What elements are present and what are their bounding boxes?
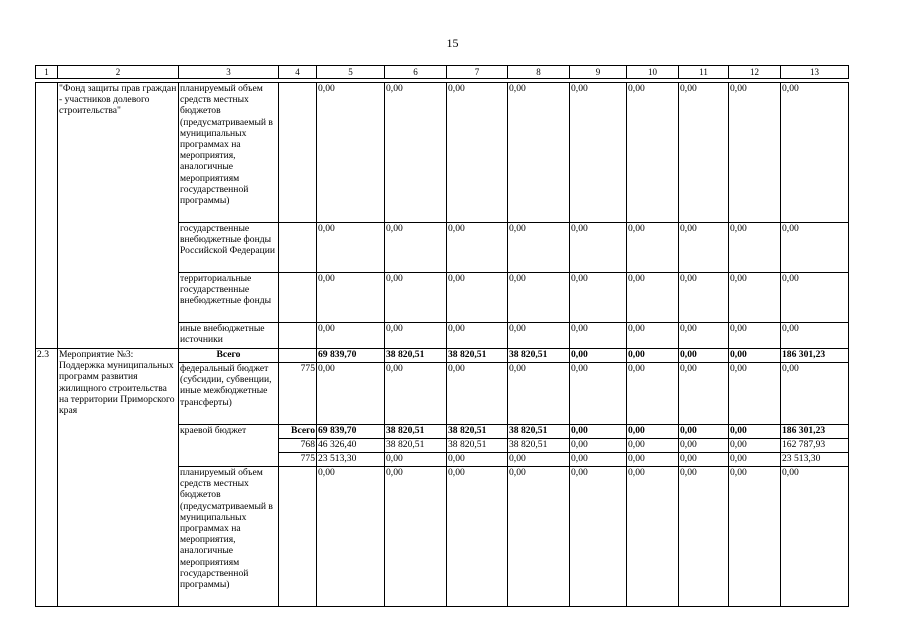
code-cell: 775: [279, 363, 317, 425]
value-cell: 38 820,51: [385, 439, 447, 453]
column-number: 4: [279, 66, 317, 79]
value-cell: 23 513,30: [317, 453, 385, 467]
column-number: 12: [729, 66, 781, 79]
value-cell: 0,00: [508, 467, 570, 607]
column-number: 10: [627, 66, 679, 79]
value-cell: 0,00: [729, 439, 781, 453]
value-cell: 0,00: [627, 439, 679, 453]
value-cell: 0,00: [508, 273, 570, 323]
value-cell: 0,00: [508, 363, 570, 425]
value-cell: 0,00: [317, 273, 385, 323]
value-cell: 0,00: [627, 83, 679, 223]
column-number: 2: [58, 66, 179, 79]
code-cell: [279, 467, 317, 607]
value-cell: 0,00: [679, 363, 729, 425]
value-cell: 0,00: [447, 363, 508, 425]
value-cell: 0,00: [570, 83, 627, 223]
value-cell: 0,00: [447, 83, 508, 223]
value-cell: 0,00: [627, 349, 679, 363]
value-cell: 0,00: [729, 323, 781, 349]
funding-source: государственные внебюджетные фонды Российской Федерации: [179, 223, 279, 273]
value-cell: 0,00: [385, 83, 447, 223]
value-cell: 0,00: [317, 83, 385, 223]
code-cell: [279, 349, 317, 363]
code-cell: 775: [279, 453, 317, 467]
funding-source: территориальные государственные внебюджетные фонды: [179, 273, 279, 323]
budget-table: [35, 65, 849, 607]
value-cell: 0,00: [781, 223, 849, 273]
value-cell: 0,00: [679, 439, 729, 453]
page-number: 15: [446, 36, 459, 50]
value-cell: 0,00: [679, 467, 729, 607]
value-cell: 0,00: [570, 363, 627, 425]
value-cell: 0,00: [447, 273, 508, 323]
value-cell: 0,00: [447, 223, 508, 273]
column-number: 13: [781, 66, 849, 79]
value-cell: 38 820,51: [508, 425, 570, 439]
value-cell: 162 787,93: [781, 439, 849, 453]
value-cell: 0,00: [627, 323, 679, 349]
value-cell: 0,00: [385, 273, 447, 323]
value-cell: 0,00: [679, 453, 729, 467]
value-cell: 0,00: [570, 425, 627, 439]
code-cell: [279, 223, 317, 273]
value-cell: 0,00: [627, 223, 679, 273]
value-cell: 0,00: [570, 273, 627, 323]
value-cell: 38 820,51: [385, 349, 447, 363]
value-cell: 0,00: [508, 223, 570, 273]
column-number: 9: [570, 66, 627, 79]
funding-source: федеральный бюджет (субсидии, субвенции, иные межбюджетные трансферты): [179, 363, 279, 425]
value-cell: 0,00: [729, 467, 781, 607]
value-cell: 186 301,23: [781, 349, 849, 363]
value-cell: 0,00: [729, 223, 781, 273]
value-cell: 0,00: [317, 323, 385, 349]
value-cell: 0,00: [570, 453, 627, 467]
funding-source: иные внебюджетные источники: [179, 323, 279, 349]
value-cell: 38 820,51: [385, 425, 447, 439]
column-number: 6: [385, 66, 447, 79]
value-cell: 0,00: [729, 453, 781, 467]
value-cell: 46 326,40: [317, 439, 385, 453]
value-cell: 38 820,51: [508, 439, 570, 453]
value-cell: 0,00: [385, 467, 447, 607]
table-row: [36, 349, 849, 363]
value-cell: 23 513,30: [781, 453, 849, 467]
funding-source: краевой бюджет: [179, 425, 279, 467]
column-number: 8: [508, 66, 570, 79]
value-cell: 0,00: [627, 425, 679, 439]
value-cell: 69 839,70: [317, 349, 385, 363]
value-cell: 0,00: [627, 453, 679, 467]
column-number: 3: [179, 66, 279, 79]
code-cell: Всего: [279, 425, 317, 439]
value-cell: 0,00: [679, 349, 729, 363]
value-cell: 0,00: [781, 467, 849, 607]
value-cell: 0,00: [317, 467, 385, 607]
value-cell: 0,00: [781, 363, 849, 425]
item-name: Мероприятие №3: Поддержка муниципальных программ развития жилищного строительства на территории Приморского края: [58, 349, 179, 607]
value-cell: 0,00: [385, 323, 447, 349]
code-cell: [279, 323, 317, 349]
value-cell: 0,00: [781, 273, 849, 323]
funding-source-total: Всего: [179, 349, 279, 363]
value-cell: 0,00: [385, 363, 447, 425]
value-cell: 0,00: [679, 425, 729, 439]
value-cell: 0,00: [627, 363, 679, 425]
code-cell: [279, 273, 317, 323]
column-number: 11: [679, 66, 729, 79]
value-cell: 0,00: [570, 349, 627, 363]
value-cell: 0,00: [570, 439, 627, 453]
value-cell: 0,00: [729, 349, 781, 363]
column-number: 1: [36, 66, 58, 79]
value-cell: 38 820,51: [447, 425, 508, 439]
code-cell: [279, 83, 317, 223]
value-cell: 38 820,51: [447, 439, 508, 453]
column-number: 5: [317, 66, 385, 79]
value-cell: 38 820,51: [447, 349, 508, 363]
value-cell: 0,00: [627, 467, 679, 607]
value-cell: 0,00: [679, 323, 729, 349]
value-cell: 186 301,23: [781, 425, 849, 439]
funding-source: планируемый объем средств местных бюджетов (предусматриваемый в муниципальных программах на мероприятия, аналогичные мероприятиям государственной программы): [179, 467, 279, 607]
value-cell: 38 820,51: [508, 349, 570, 363]
value-cell: 0,00: [508, 83, 570, 223]
value-cell: 0,00: [781, 323, 849, 349]
value-cell: 0,00: [729, 425, 781, 439]
value-cell: 0,00: [679, 83, 729, 223]
row-number: 2.3: [36, 349, 58, 607]
value-cell: 0,00: [570, 323, 627, 349]
value-cell: 0,00: [447, 467, 508, 607]
value-cell: 0,00: [679, 223, 729, 273]
value-cell: 0,00: [570, 467, 627, 607]
value-cell: 0,00: [508, 453, 570, 467]
value-cell: 0,00: [385, 223, 447, 273]
value-cell: 0,00: [679, 273, 729, 323]
value-cell: 0,00: [317, 223, 385, 273]
value-cell: 69 839,70: [317, 425, 385, 439]
value-cell: 0,00: [317, 363, 385, 425]
code-cell: 768: [279, 439, 317, 453]
value-cell: 0,00: [627, 273, 679, 323]
value-cell: 0,00: [508, 323, 570, 349]
value-cell: 0,00: [781, 83, 849, 223]
value-cell: 0,00: [385, 453, 447, 467]
value-cell: 0,00: [447, 453, 508, 467]
value-cell: 0,00: [729, 83, 781, 223]
value-cell: 0,00: [447, 323, 508, 349]
value-cell: 0,00: [729, 363, 781, 425]
column-number-row: [36, 66, 849, 79]
value-cell: 0,00: [570, 223, 627, 273]
funding-source: планируемый объем средств местных бюджетов (предусматриваемый в муниципальных программах на мероприятия, аналогичные мероприятиям государственной программы): [179, 83, 279, 223]
column-number: 7: [447, 66, 508, 79]
item-name: "Фонд защиты прав граждан - участников долевого строительства": [58, 83, 179, 349]
value-cell: 0,00: [729, 273, 781, 323]
table-row: [36, 83, 849, 223]
row-number-cell: [36, 83, 58, 349]
